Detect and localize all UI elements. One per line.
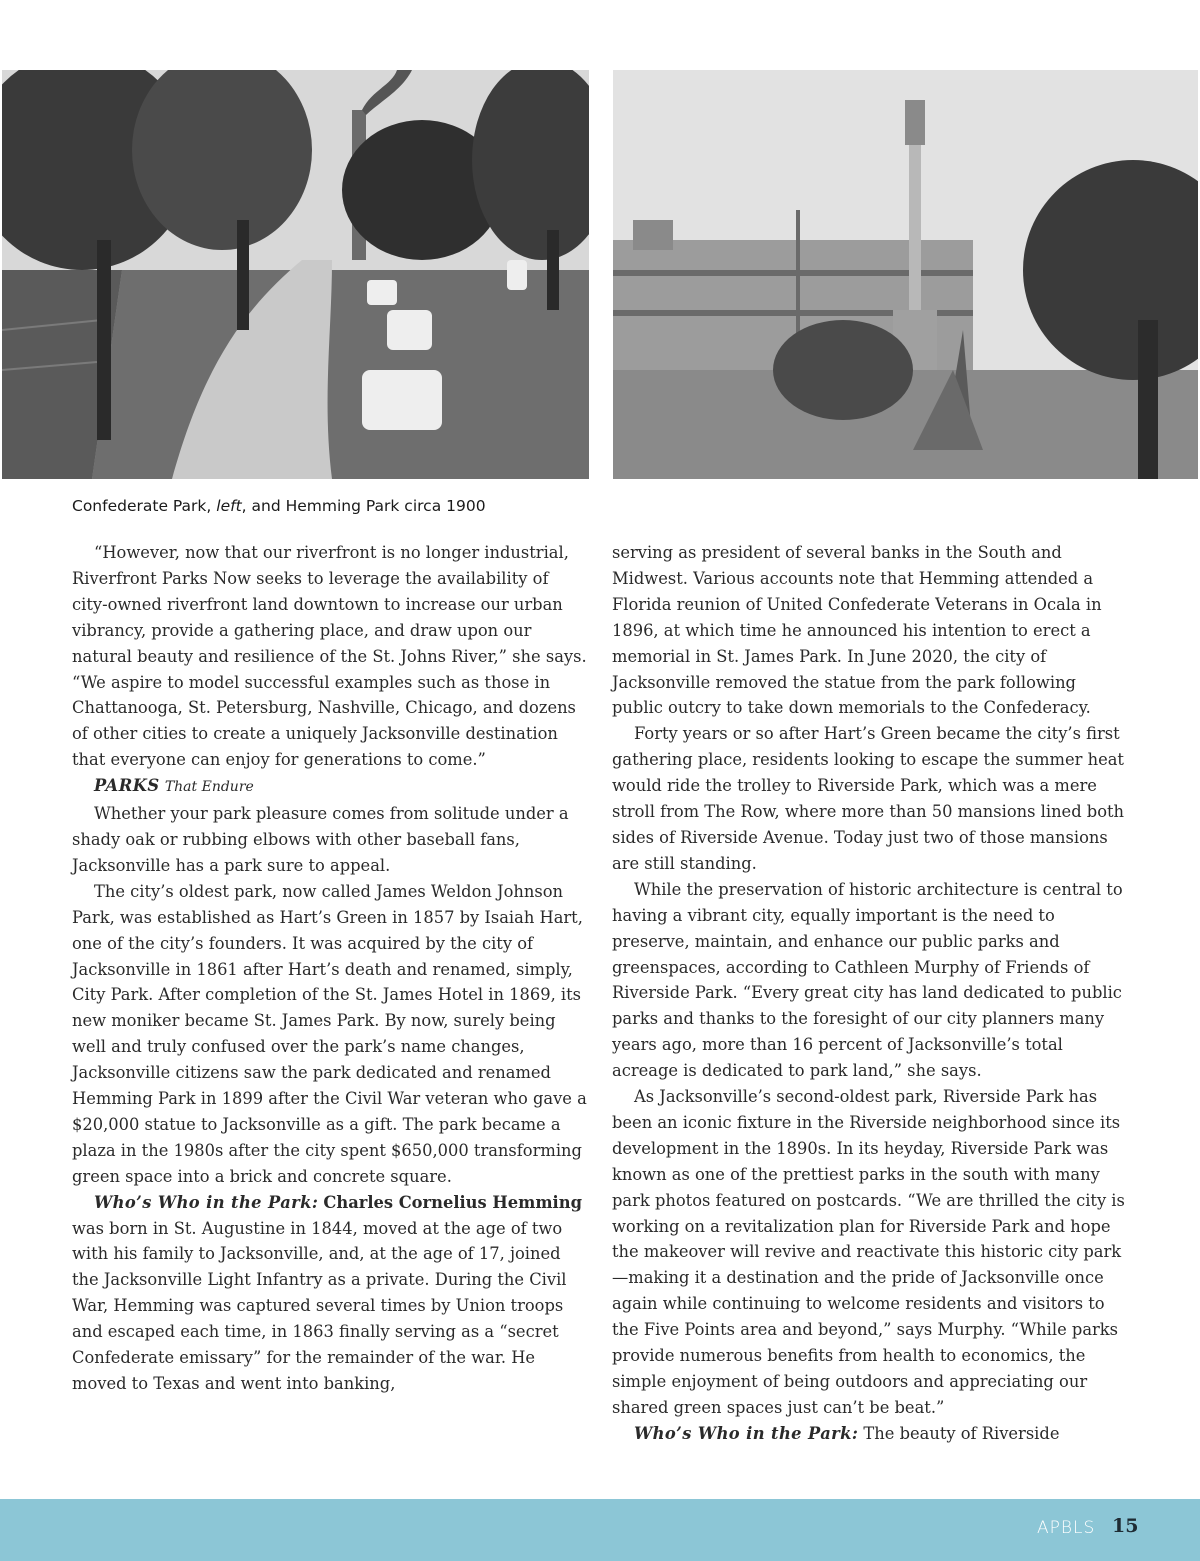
page-number: 15	[1112, 1515, 1139, 1537]
left-column	[72, 540, 588, 1397]
hemming-name: Charles Cornelius Hemming	[323, 1192, 582, 1212]
section-heading-sub: That Endure	[164, 779, 254, 796]
hemming-park-image	[613, 70, 1198, 479]
hemming-park-photo	[613, 70, 1198, 479]
whos-who-lead: Who’s Who in the Park:	[94, 1192, 319, 1212]
right-paragraph-4: As Jacksonville’s second-oldest park, Riverside Park has been an iconic fixture in the Riverside neighborhood since its development in the 1890s. In its heyday, Riverside Park was known as one of the prettiest parks in the south with many park photos featured on postcards. “We are thrilled the city is working on a revitalization plan for Riverside Park and hope the makeover will revive and reactivate this historic city park—making it a destination and the pride of Jacksonville once again while continuing to welcome residents and visitors to the Five Points area and beyond,” says Murphy. “While parks provide numerous benefits from health to economics, the simple enjoyment of being outdoors and appreciating our shared green spaces just can’t be beat.”	[612, 1087, 1125, 1417]
magazine-name: APBLS	[1037, 1518, 1096, 1538]
right-paragraph-5	[612, 1421, 1128, 1447]
right-paragraph-2: Forty years or so after Hart’s Green became the city’s first gathering place, residents looking to escape the summer heat would ride the trolley to Riverside Park, which was a mere stroll from The Row, where more than 50 mansions lined both sides of Riverside Avenue. Today just two of those mansions are still standing.	[612, 724, 1125, 873]
left-paragraph-4	[72, 1190, 588, 1397]
right-column	[612, 540, 1128, 1447]
confederate-park-image	[2, 70, 589, 479]
right-paragraph-1: serving as president of several banks in the South and Midwest. Various accounts note that Hemming attended a Florida reunion of United Confederate Veterans in Ocala in 1896, at which time he announced his intention to erect a memorial in St. James Park. In June 2020, the city of Jacksonville removed the statue from the park following public outcry to take down memorials to the Confederacy.	[612, 543, 1102, 718]
left-paragraph-3: The city’s oldest park, now called James Weldon Johnson Park, was established as Hart’s Green in 1857 by Isaiah Hart, one of the city’s founders. It was acquired by the city of Jacksonville in 1861 after Hart’s death and renamed, simply, City Park. After completion of the St. James Hotel in 1869, its new moniker became St. James Park. By now, surely being well and truly confused over the park’s name changes, Jacksonville citizens saw the park dedicated and renamed Hemming Park in 1899 after the Civil War veteran who gave a $20,000 statue to Jacksonville as a gift. The park became a plaza in the 1980s after the city spent $650,000 transforming green space into a brick and concrete square.	[72, 881, 587, 1186]
photo-caption	[72, 496, 612, 516]
hemming-text: was born in St. Augustine in 1844, moved at the age of two with his family to Jacksonville, and, at the age of 17, joined the Jacksonville Light Infantry as a private. During the Civil War, Hemming was captured several times by Union troops and escaped each time, in 1863 finally serving as a “secret Confederate emissary” for the remainder of the war. He moved to Texas and went into banking,	[72, 1218, 567, 1393]
caption-part3: , and Hemming Park circa 1900	[241, 497, 486, 515]
right-paragraph-3: While the preservation of historic architecture is central to having a vibrant city, equally important is the need to preserve, maintain, and enhance our public parks and greenspaces, according to Cathleen Murphy of Friends of Riverside Park. “Every great city has land dedicated to public parks and thanks to the foresight of our city planners many years ago, more than 16 percent of Jacksonville’s total acreage is dedicated to park land,” she says.	[612, 879, 1123, 1081]
left-paragraph-1: “However, now that our riverfront is no longer industrial, Riverfront Parks Now seeks to leverage the availability of city-owned riverfront land downtown to increase our urban vibrancy, provide a gathering place, and draw upon our natural beauty and resilience of the St. Johns River,” she says. “We aspire to model successful examples such as those in Chattanooga, St. Petersburg, Nashville, Chicago, and dozens of other cities to create a uniquely Jacksonville destination that everyone can enjoy for generations to come.”	[72, 543, 587, 770]
section-heading-bold: PARKS	[94, 776, 160, 796]
section-heading	[72, 773, 588, 801]
caption-part2: left	[216, 497, 242, 515]
confederate-park-photo	[2, 70, 589, 479]
riverside-text: The beauty of Riverside	[863, 1423, 1060, 1443]
whos-who-lead-2: Who’s Who in the Park:	[634, 1423, 859, 1443]
footer-band	[0, 1499, 1200, 1561]
left-paragraph-2: Whether your park pleasure comes from solitude under a shady oak or rubbing elbows with other baseball fans, Jacksonville has a park sure to appeal.	[72, 804, 569, 875]
caption-part1: Confederate Park,	[72, 497, 217, 515]
